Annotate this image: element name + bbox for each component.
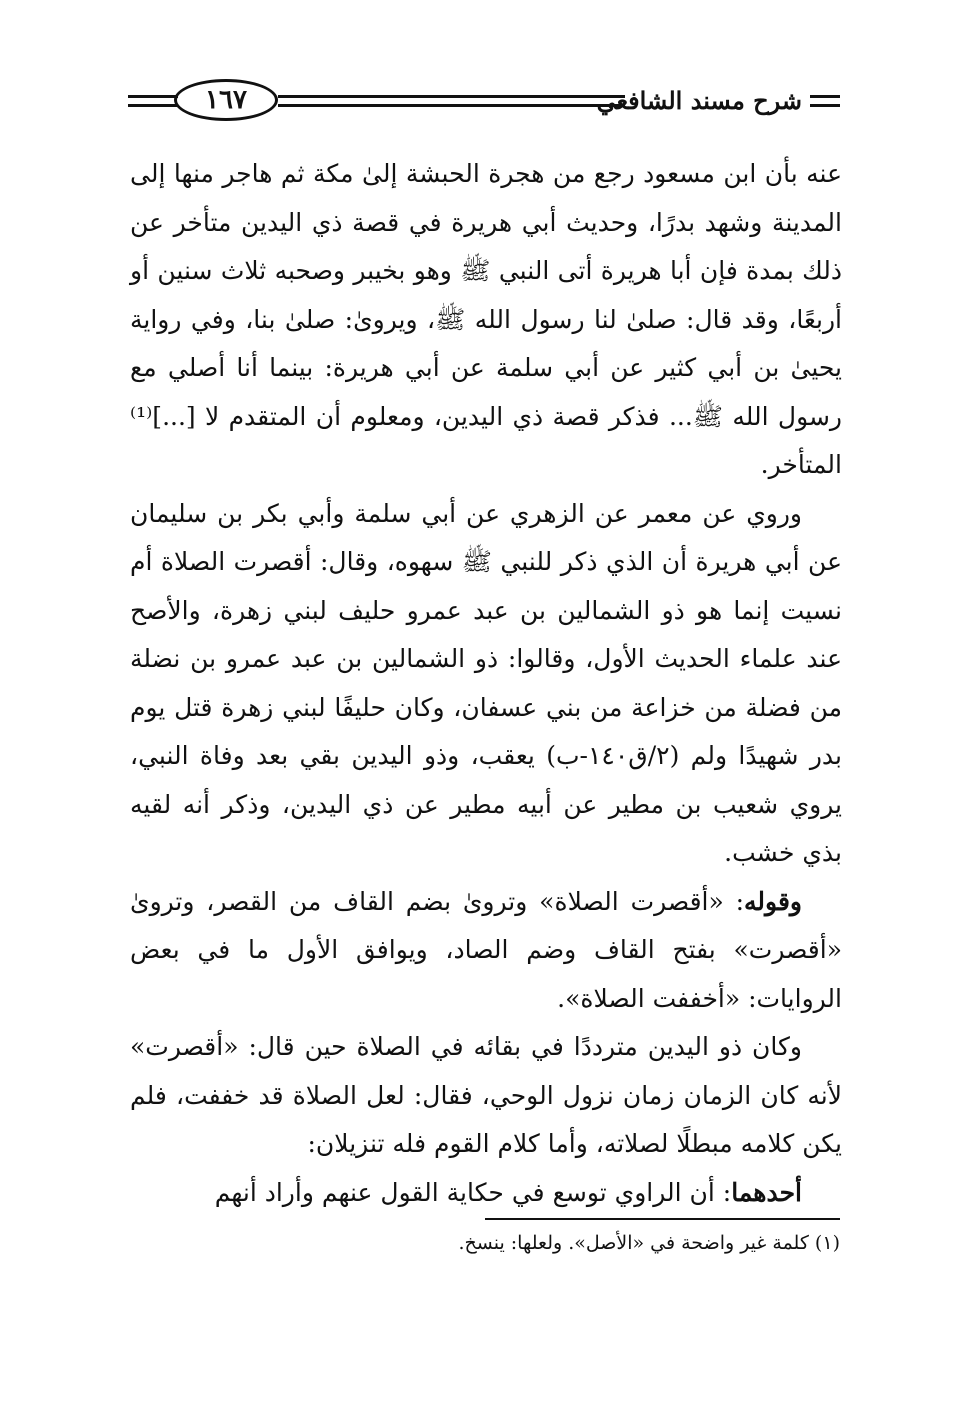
header-ornament-left <box>128 95 178 107</box>
paragraph-text: عنه بأن ابن مسعود رجع من هجرة الحبشة إلىٰ مكة ثم هاجر منها إلى المدينة وشهد بدرًا، وحديث أبي هريرة في قصة ذي اليدين متأخر عن ذلك بمدة فإن أبا هريرة أتى النبي ﷺ وهو بخيبر وصحبه ثلاث سنين أو أربعًا، وقد قال: صلىٰ لنا رسول الله ﷺ، ويروىٰ: صلىٰ بنا، وفي رواية يحيىٰ بن أبي كثير عن أبي سلمة عن أبي هريرة: بينما أنا أصلي مع رسول الله ﷺ... فذكر قصة ذي اليدين، ومعلوم أن المتقدم لا [...]⁽¹⁾ المتأخر. <box>130 159 842 479</box>
paragraph-text: وروي عن معمر عن الزهري عن أبي سلمة وأبي بكر بن سليمان عن أبي هريرة أن الذي ذكر للنبي ﷺ سهوه، وقال: أقصرت الصلاة أم نسيت إنما هو ذو الشمالين بن عبد عمرو حليف لبني زهرة، والأصح عند علماء الحديث الأول، وقالوا: ذو الشمالين بن عبد عمرو بن نضلة من فضلة من خزاعة من بني عسفان، وكان حليفًا لبني زهرة قتل يوم بدر شهيدًا ولم (٢/ق١٤٠-ب) يعقب، وذو اليدين بقي بعد وفاة النبي، يروي شعيب بن مطير عن أبيه مطير عن ذي اليدين، وذكر أنه لقيه بذي خشب. <box>130 498 842 867</box>
header-rule <box>278 95 625 107</box>
page-header <box>128 72 840 136</box>
book-title: شرح مسند الشافعي <box>596 86 802 115</box>
paragraph <box>130 490 842 878</box>
paragraph-text: : «أقصرت الصلاة» وتروىٰ بضم القاف من القصر، وتروىٰ «أقصرت» بفتح القاف وضم الصاد، ويوافق الأول ما في بعض الروايات: «أخففت الصلاة». <box>130 886 842 1013</box>
paragraph <box>130 150 842 490</box>
footnote: (١) كلمة غير واضحة في «الأصل». ولعلها: ينسخ. <box>458 1232 840 1254</box>
body-text <box>130 150 842 1217</box>
paragraph-text: وكان ذو اليدين مترددًا في بقائه في الصلاة حين قال: «أقصرت» لأنه كان الزمان زمان نزول الوحي، فقال: لعل الصلاة قد خففت، فلم يكن كلامه مبطلًا لصلاته، وأما كلام القوم فله تنزيلان: <box>130 1032 842 1158</box>
page-number: ١٦٧ <box>174 79 278 121</box>
paragraph <box>130 878 842 1024</box>
paragraph-lead: وقوله <box>744 886 802 916</box>
footnote-separator <box>485 1218 840 1220</box>
paragraph <box>130 1023 842 1169</box>
header-ornament-right <box>810 95 840 107</box>
paragraph-lead: أحدهما <box>731 1177 802 1207</box>
paragraph <box>130 1169 842 1218</box>
paragraph-text: : أن الراوي توسع في حكاية القول عنهم وأراد أنهم <box>214 1177 732 1207</box>
